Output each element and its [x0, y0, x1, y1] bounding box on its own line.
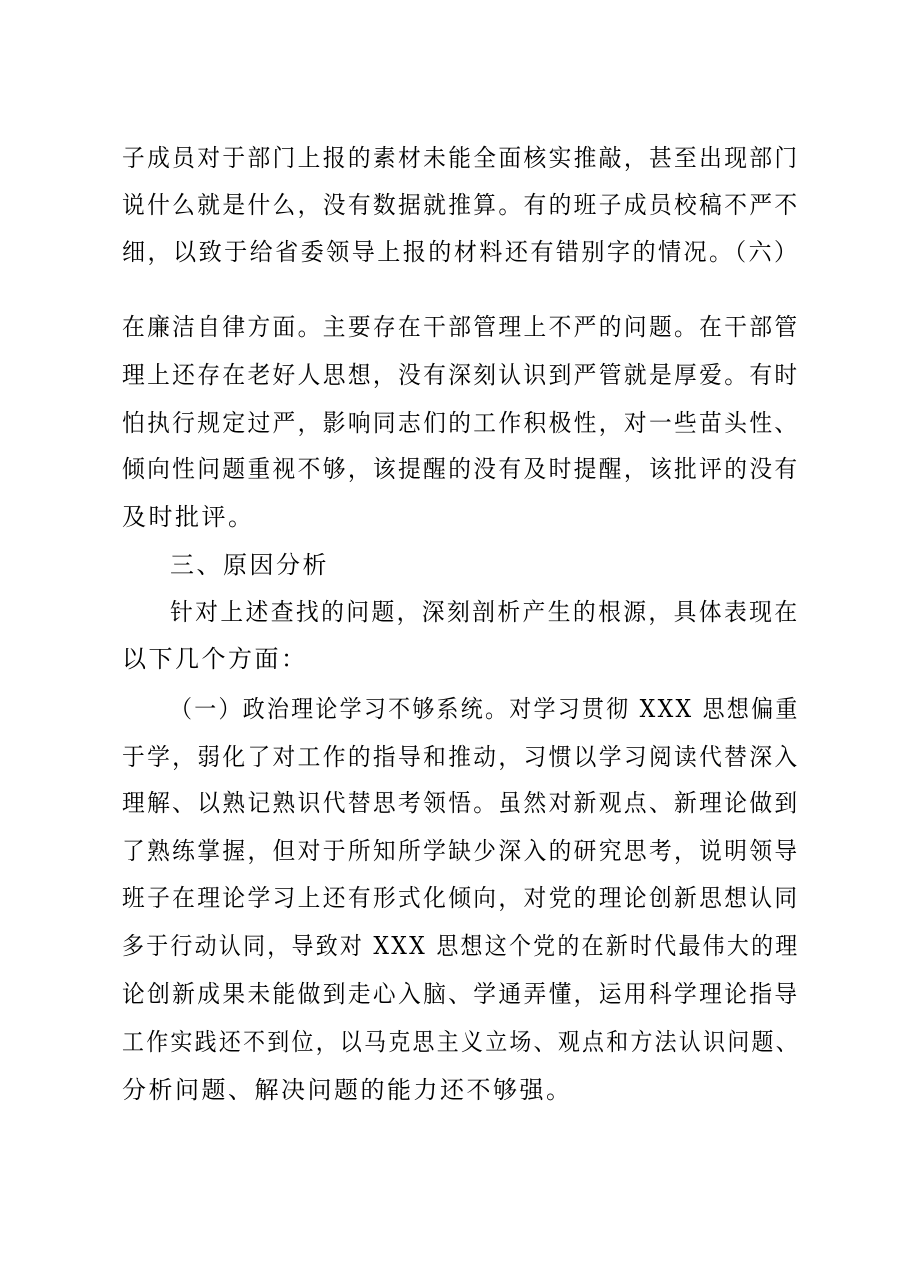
body-text-line: 于学，弱化了对工作的指导和推动，习惯以学习阅读代替深入 [122, 743, 800, 771]
body-text-line: 子成员对于部门上报的素材未能全面核实推敲，甚至出现部门 [122, 144, 800, 172]
body-text-line: 理解、以熟记熟识代替思考领悟。虽然对新观点、新理论做到 [122, 789, 800, 817]
body-text-line: 工作实践还不到位，以马克思主义立场、观点和方法认识问题、 [122, 1028, 800, 1056]
body-text-line: 以下几个方面： [122, 645, 308, 673]
subsection-heading-line: （一）政治理论学习不够系统。对学习贯彻 XXX 思想偏重 [170, 695, 800, 723]
body-text-line: 多于行动认同，导致对 XXX 思想这个党的在新时代最伟大的理 [122, 932, 800, 960]
body-text-line: 及时批评。 [122, 503, 255, 531]
body-text-line: 倾向性问题重视不够，该提醒的没有及时提醒，该批评的没有 [122, 455, 800, 483]
body-text-line: 班子在理论学习上还有形式化倾向，对党的理论创新思想认同 [122, 884, 800, 912]
body-text-line: 分析问题、解决问题的能力还不够强。 [122, 1076, 573, 1104]
body-text-line: 论创新成果未能做到走心入脑、学通弄懂，运用科学理论指导 [122, 980, 800, 1008]
body-text-line: 怕执行规定过严，影响同志们的工作积极性，对一些苗头性、 [122, 409, 800, 437]
section-heading: 三、原因分析 [170, 551, 329, 579]
body-text-line: 针对上述查找的问题，深刻剖析产生的根源，具体表现在 [170, 598, 800, 626]
body-text-line: 在廉洁自律方面。主要存在干部管理上不严的问题。在干部管 [122, 313, 800, 341]
body-text-line: 理上还存在老好人思想，没有深刻认识到严管就是厚爱。有时 [122, 361, 800, 389]
body-text-line: 细，以致于给省委领导上报的材料还有错别字的情况。（六） [122, 238, 800, 266]
body-text-line: 了熟练掌握，但对于所知所学缺少深入的研究思考，说明领导 [122, 837, 800, 865]
body-text-line: 说什么就是什么，没有数据就推算。有的班子成员校稿不严不 [122, 191, 800, 219]
